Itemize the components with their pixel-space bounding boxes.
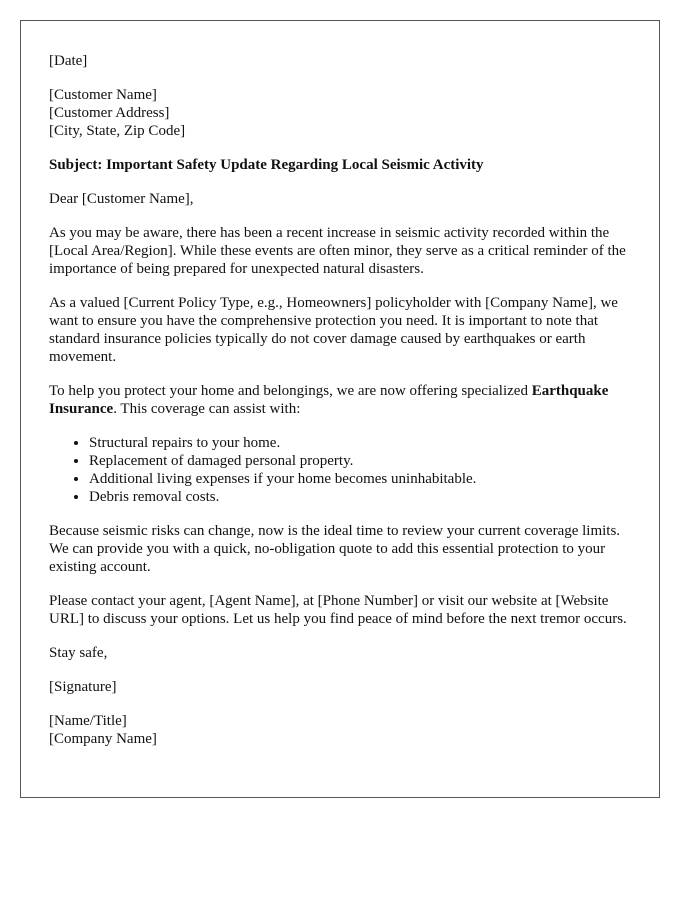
recipient-name: [Customer Name] — [49, 87, 157, 103]
letter-document — [20, 20, 660, 798]
coverage-list-item: • Debris removal costs. — [89, 488, 631, 506]
paragraph-contact-agent: Please contact your agent, [Agent Name], at [Phone Number] or visit our website at [Website URL] to discuss your options. Let us help you find peace of mind before the next tremor occurs. — [49, 593, 627, 627]
sender-name-title: [Name/Title] — [49, 713, 127, 729]
paragraph-seismic-activity: As you may be aware, there has been a recent increase in seismic activity recorded within the [Local Area/Region]. While these events are often minor, they serve as a critical reminder of the importance of being prepared for unexpected natural disasters. — [49, 225, 626, 277]
recipient-city-state-zip: [City, State, Zip Code] — [49, 123, 186, 139]
subject-line: Subject: Important Safety Update Regarding Local Seismic Activity — [49, 157, 484, 173]
sender-block — [49, 712, 631, 748]
greeting: Dear [Customer Name], — [49, 191, 194, 207]
date-line: [Date] — [49, 53, 88, 69]
offer-intro-text: To help you protect your home and belongings, we are now offering specialized — [49, 383, 532, 399]
recipient-address-block — [49, 86, 631, 140]
paragraph-policy-coverage: As a valued [Current Policy Type, e.g., Homeowners] policyholder with [Company Name], we want to ensure you have the comprehensive protection you need. It is important to note that standard insurance policies typically do not cover damage caused by earthquakes or earth movement. — [49, 295, 618, 365]
earthquake-insurance-highlight: Earthquake Insurance — [49, 383, 609, 417]
closing: Stay safe, — [49, 645, 108, 661]
signature: [Signature] — [49, 679, 117, 695]
paragraph-review-coverage: Because seismic risks can change, now is the ideal time to review your current coverage limits. We can provide you with a quick, no-obligation quote to add this essential protection to your existing account. — [49, 523, 621, 575]
coverage-list-item: • Replacement of damaged personal property. — [89, 452, 631, 470]
coverage-list-item: • Additional living expenses if your home becomes uninhabitable. — [89, 470, 631, 488]
coverage-list-item: • Structural repairs to your home. — [89, 434, 631, 452]
recipient-address: [Customer Address] — [49, 105, 170, 121]
paragraph-earthquake-offer — [49, 382, 631, 418]
sender-company: [Company Name] — [49, 731, 157, 747]
offer-outro-text: . This coverage can assist with: — [113, 401, 301, 417]
coverage-list — [49, 434, 631, 506]
